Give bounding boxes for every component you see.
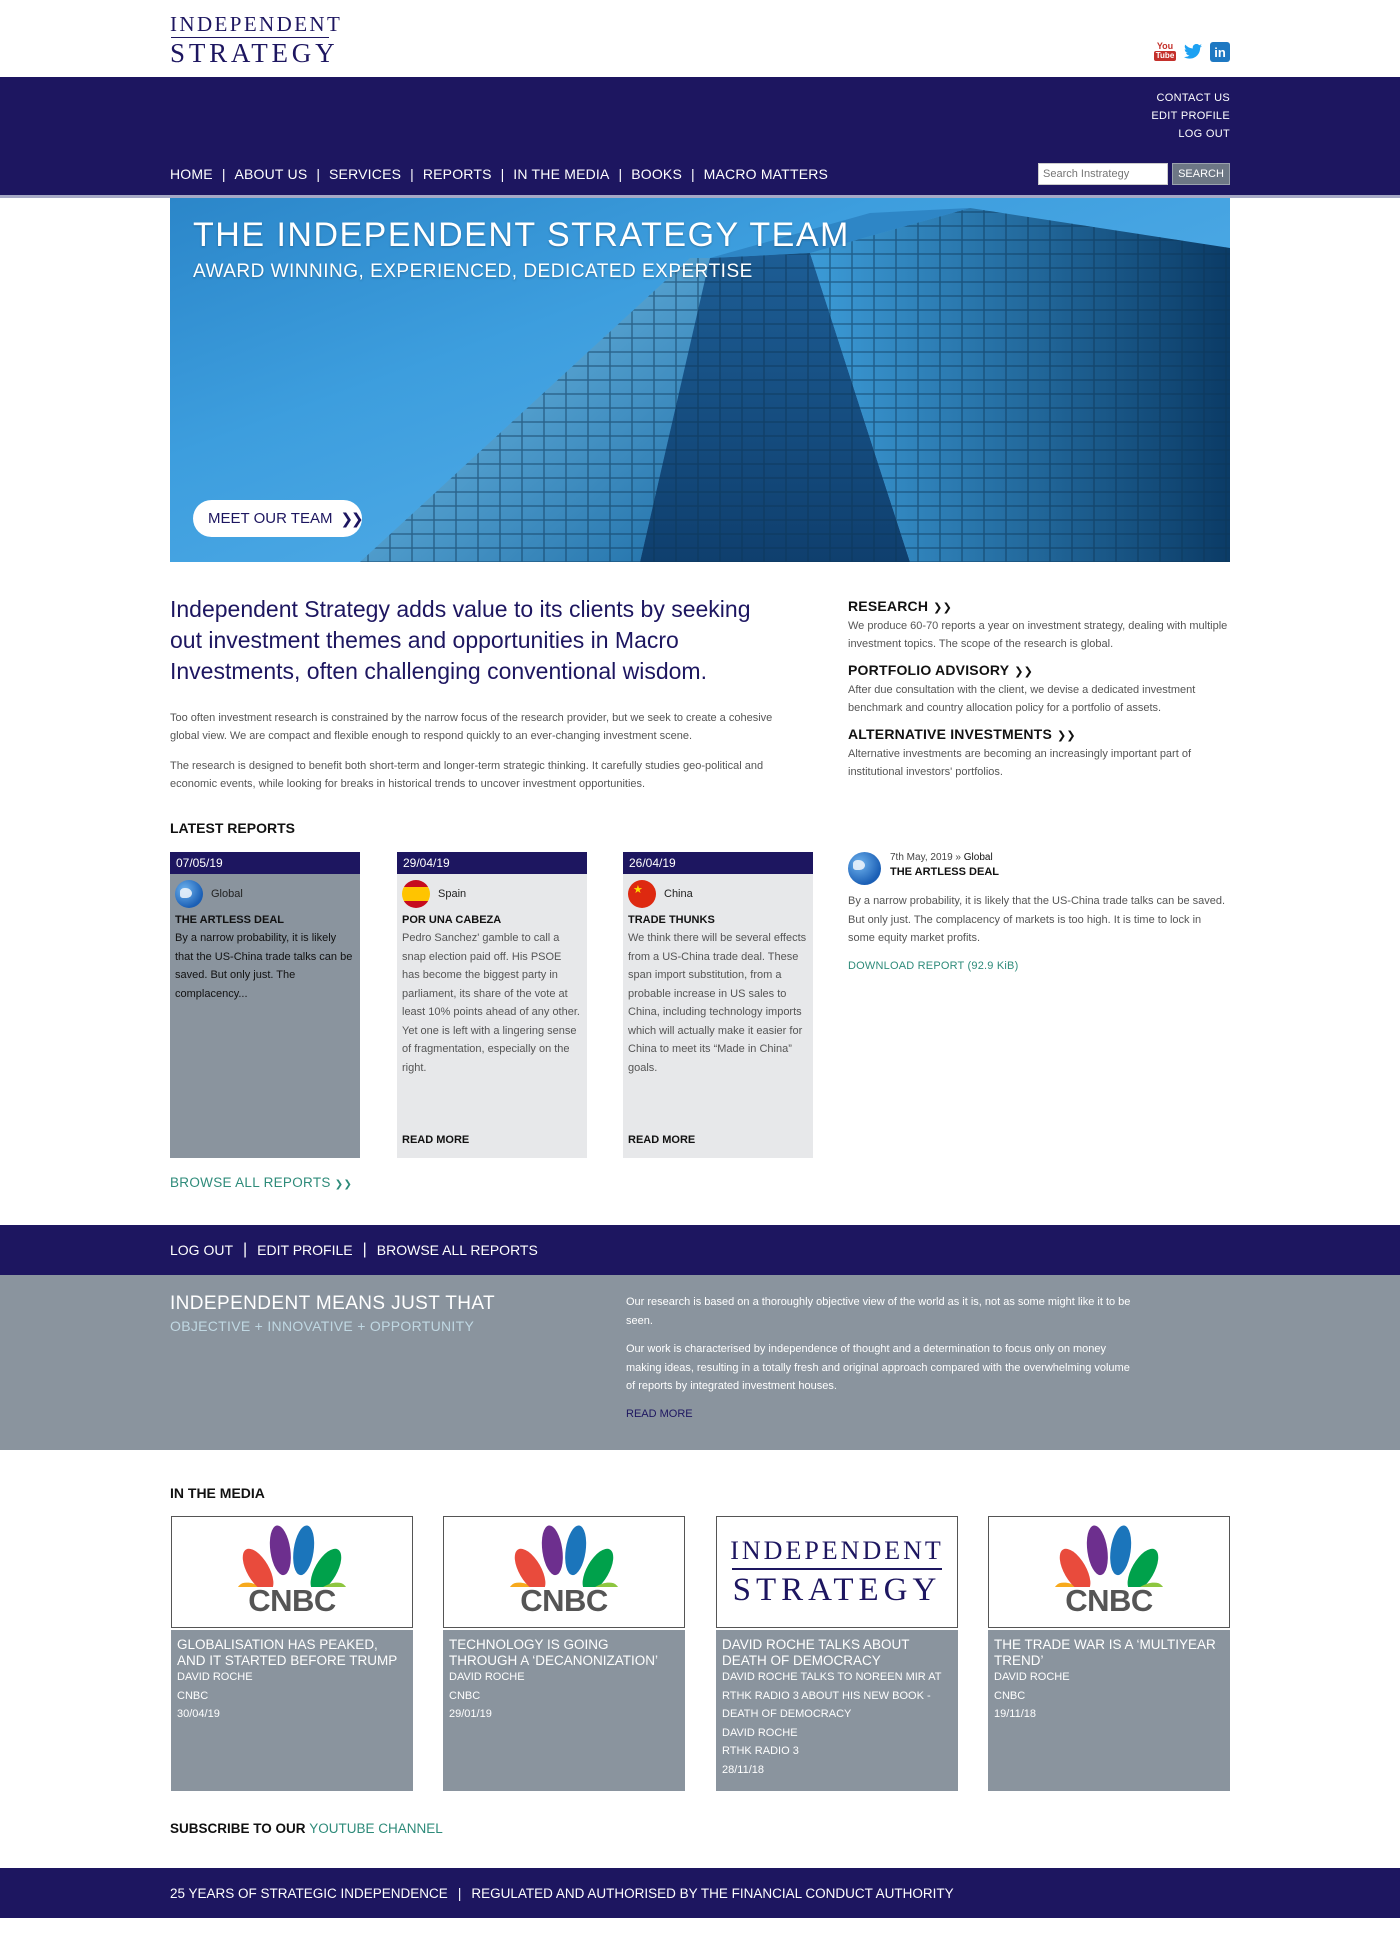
region-label: Global bbox=[211, 888, 243, 900]
media-author: DAVID ROCHE bbox=[177, 1671, 253, 1683]
latest-reports-heading: LATEST REPORTS bbox=[170, 820, 295, 836]
media-logo-cnbc[interactable] bbox=[443, 1516, 685, 1628]
intro-paragraph-2: The research is designed to benefit both short-term and longer-term strategic thinking. It carefully studies geo-political and economic events, while looking for breaks in historical trends to uncover investment opportunities. bbox=[170, 760, 764, 790]
report-region bbox=[623, 874, 813, 908]
footer-regulation: REGULATED AND AUTHORISED BY THE FINANCIAL CONDUCT AUTHORITY bbox=[471, 1885, 954, 1901]
report-date: 26/04/19 bbox=[623, 852, 813, 874]
browse-all-reports-label: BROWSE ALL REPORTS bbox=[170, 1175, 331, 1190]
report-excerpt: Pedro Sanchez' gamble to call a snap election paid off. His PSOE has become the biggest party in parliament, its share of the vote at least 10% points ahead of any other. Yet one is left with a lingering sense of fragmentation, especially on the right. bbox=[402, 932, 580, 1074]
browse-all-reports-link[interactable] bbox=[170, 1175, 352, 1190]
report-card[interactable] bbox=[170, 852, 360, 1158]
edit-profile-link[interactable]: EDIT PROFILE bbox=[257, 1242, 353, 1258]
footer-bar: 25 YEARS OF STRATEGIC INDEPENDENCE | REGULATED AND AUTHORISED BY THE FINANCIAL CONDUCT AUTHORITY bbox=[0, 1868, 1400, 1918]
report-excerpt: By a narrow probability, it is likely that the US-China trade talks can be saved. But only just. The complacency... bbox=[175, 932, 353, 1000]
chevron-right-icon: ❯❯ bbox=[1056, 730, 1076, 742]
report-title[interactable]: THE ARTLESS DEAL bbox=[175, 914, 284, 926]
hero-subtitle: AWARD WINNING, EXPERIENCED, DEDICATED EXPERTISE bbox=[193, 261, 753, 282]
portfolio-advisory-title: PORTFOLIO ADVISORY bbox=[848, 662, 1010, 678]
research-link[interactable] bbox=[848, 598, 952, 614]
report-card[interactable] bbox=[397, 852, 587, 1158]
chevron-right-icon: ❯❯ bbox=[933, 602, 953, 614]
report-title[interactable]: TRADE THUNKS bbox=[628, 914, 715, 926]
research-text: We produce 60-70 reports a year on investment strategy, dealing with multiple investment topics. The scope of the research is global. bbox=[848, 620, 1228, 650]
media-date: 30/04/19 bbox=[177, 1708, 220, 1720]
read-more-link[interactable]: READ MORE bbox=[628, 1134, 696, 1146]
featured-report-date: 7th May, 2019 » bbox=[890, 852, 961, 863]
double-chevron-right-icon: ❯❯ bbox=[340, 510, 362, 528]
cnbc-peacock-icon bbox=[237, 1525, 347, 1587]
media-date: 28/11/18 bbox=[722, 1763, 765, 1776]
media-logo-text: CNBC bbox=[520, 1583, 608, 1618]
contact-us-link[interactable]: CONTACT US bbox=[1156, 92, 1230, 104]
media-logo-cnbc[interactable] bbox=[988, 1516, 1230, 1628]
youtube-icon[interactable]: You Tube bbox=[1155, 40, 1175, 60]
featured-report-region: Global bbox=[963, 852, 993, 863]
media-item-info[interactable] bbox=[716, 1630, 958, 1791]
featured-report-title[interactable]: THE ARTLESS DEAL bbox=[890, 866, 999, 878]
nav-about-us[interactable]: ABOUT US bbox=[234, 166, 308, 182]
media-outlet: CNBC bbox=[449, 1689, 481, 1702]
media-logo-line-2: STRATEGY bbox=[732, 1571, 942, 1608]
intro-lead: Independent Strategy adds value to its clients by seeking out investment themes and opportunities in Macro Investments, often challenging conventional wisdom. bbox=[170, 596, 751, 684]
media-logo-cnbc[interactable] bbox=[171, 1516, 413, 1628]
report-excerpt: We think there will be several effects from a US-China trade deal. These span import substitution, from a probable increase in US sales to China, including technology imports which will actually make it easier for China to meet its “Made in China” goals. bbox=[628, 932, 807, 1074]
footer-tagline: 25 YEARS OF STRATEGIC INDEPENDENCE bbox=[170, 1885, 448, 1901]
twitter-icon[interactable] bbox=[1182, 40, 1204, 62]
media-logo-line-1: INDEPENDENT bbox=[730, 1535, 944, 1565]
media-title[interactable]: GLOBALISATION HAS PEAKED, AND IT STARTED BEFORE TRUMP bbox=[177, 1637, 398, 1668]
youtube-channel-link[interactable]: YOUTUBE CHANNEL bbox=[309, 1821, 443, 1836]
media-title[interactable]: THE TRADE WAR IS A ‘MULTIYEAR TREND’ bbox=[994, 1637, 1216, 1668]
intro-paragraph-1: Too often investment research is constrained by the narrow focus of the research provider, but we seek to create a cohesive global view. We are compact and flexible enough to respond quickly to an ever-changing investment scene. bbox=[170, 712, 773, 742]
media-item-info[interactable] bbox=[988, 1630, 1230, 1791]
cnbc-peacock-icon bbox=[1054, 1525, 1164, 1587]
chevron-right-icon: ❯❯ bbox=[1014, 666, 1034, 678]
main-nav: HOME | ABOUT US | SERVICES | REPORTS | IN THE MEDIA | BOOKS | MACRO MATTERS bbox=[170, 166, 829, 182]
media-date: 19/11/18 bbox=[994, 1708, 1037, 1720]
nav-macro-matters[interactable]: MACRO MATTERS bbox=[703, 166, 829, 182]
region-label: Spain bbox=[438, 888, 467, 900]
media-outlet: RTHK RADIO 3 bbox=[722, 1745, 799, 1757]
media-logo-independent-strategy[interactable] bbox=[716, 1516, 958, 1628]
report-region bbox=[397, 874, 587, 908]
china-flag-icon bbox=[628, 880, 656, 908]
about-paragraph-2: Our work is characterised by independence of thought and a determination to focus only on money making ideas, resulting in a totally fresh and original approach compared with the overwhelming volume of reports by integrated investment houses. bbox=[626, 1343, 1130, 1392]
search-button[interactable]: SEARCH bbox=[1172, 163, 1230, 185]
report-date: 07/05/19 bbox=[170, 852, 360, 874]
about-heading: INDEPENDENT MEANS JUST THAT bbox=[170, 1293, 496, 1314]
utility-nav bbox=[1151, 89, 1230, 143]
media-date: 29/01/19 bbox=[449, 1708, 492, 1720]
media-item-info[interactable] bbox=[443, 1630, 685, 1791]
nav-home[interactable]: HOME bbox=[170, 166, 213, 182]
browse-all-reports-link[interactable]: BROWSE ALL REPORTS bbox=[376, 1242, 538, 1258]
subscribe-label: SUBSCRIBE TO OUR bbox=[170, 1821, 306, 1836]
research-title: RESEARCH bbox=[848, 598, 929, 614]
user-action-bar: LOG OUT | EDIT PROFILE | BROWSE ALL REPORTS bbox=[0, 1225, 1400, 1275]
hero-title: THE INDEPENDENT STRATEGY TEAM bbox=[193, 216, 850, 254]
featured-report-text: By a narrow probability, it is likely that the US-China trade talks can be saved. But only just. The complacency of markets is too high. It is time to lock in some equity market profits. bbox=[848, 895, 1226, 944]
cnbc-peacock-icon bbox=[509, 1525, 619, 1587]
report-date: 29/04/19 bbox=[397, 852, 587, 874]
download-report-link[interactable]: DOWNLOAD REPORT (92.9 KiB) bbox=[848, 960, 1019, 972]
media-outlet: CNBC bbox=[177, 1689, 209, 1702]
edit-profile-link[interactable]: EDIT PROFILE bbox=[1151, 110, 1230, 122]
report-card[interactable] bbox=[623, 852, 813, 1158]
search-input[interactable] bbox=[1038, 163, 1168, 185]
globe-icon bbox=[848, 852, 881, 885]
about-read-more-link[interactable]: READ MORE bbox=[626, 1408, 693, 1420]
chevron-right-icon: ❯❯ bbox=[334, 1179, 353, 1190]
nav-books[interactable]: BOOKS bbox=[631, 166, 682, 182]
region-label: China bbox=[664, 888, 693, 900]
portfolio-advisory-text: After due consultation with the client, we devise a dedicated investment benchmark and country allocation policy for a portfolio of assets. bbox=[848, 684, 1196, 714]
read-more-link[interactable]: READ MORE bbox=[402, 1134, 470, 1146]
alternative-investments-text: Alternative investments are becoming an increasingly important part of institutional investors' portfolios. bbox=[848, 748, 1192, 778]
media-logo-divider bbox=[732, 1568, 942, 1570]
media-logo-text: CNBC bbox=[248, 1583, 336, 1618]
report-title[interactable]: POR UNA CABEZA bbox=[402, 914, 502, 926]
log-out-link[interactable]: LOG OUT bbox=[170, 1242, 234, 1258]
in-the-media-heading: IN THE MEDIA bbox=[170, 1485, 265, 1501]
nav-services[interactable]: SERVICES bbox=[329, 166, 402, 182]
portfolio-advisory-link[interactable] bbox=[848, 662, 1033, 678]
globe-icon bbox=[175, 880, 203, 908]
nav-reports[interactable]: REPORTS bbox=[422, 166, 492, 182]
media-author: DAVID ROCHE bbox=[994, 1671, 1070, 1683]
about-subheading: OBJECTIVE + INNOVATIVE + OPPORTUNITY bbox=[170, 1318, 475, 1334]
meet-our-team-label: MEET OUR TEAM bbox=[208, 510, 333, 527]
media-title[interactable]: TECHNOLOGY IS GOING THROUGH A ‘DECANONIZATION’ bbox=[449, 1637, 659, 1668]
meet-our-team-button[interactable] bbox=[193, 500, 362, 537]
media-logo-text: CNBC bbox=[1065, 1583, 1153, 1618]
alternative-investments-title: ALTERNATIVE INVESTMENTS bbox=[848, 726, 1052, 742]
logo-line-1[interactable]: INDEPENDENT bbox=[170, 12, 343, 36]
media-author: DAVID ROCHE bbox=[722, 1726, 798, 1739]
linkedin-icon[interactable]: in bbox=[1210, 42, 1230, 62]
report-region bbox=[170, 874, 360, 908]
media-item-info[interactable] bbox=[171, 1630, 413, 1791]
alternative-investments-link[interactable] bbox=[848, 726, 1076, 742]
media-description: DAVID ROCHE TALKS TO NOREEN MIR AT RTHK RADIO 3 ABOUT HIS NEW BOOK - DEATH OF DEMOCRACY bbox=[722, 1671, 942, 1720]
spain-flag-icon bbox=[402, 880, 430, 908]
media-author: DAVID ROCHE bbox=[449, 1671, 525, 1683]
about-paragraph-1: Our research is based on a thoroughly objective view of the world as it is, not as some might like it to be seen. bbox=[626, 1296, 1131, 1327]
featured-report-meta bbox=[890, 852, 993, 863]
media-title[interactable]: DAVID ROCHE TALKS ABOUT DEATH OF DEMOCRACY bbox=[722, 1637, 910, 1668]
nav-in-the-media[interactable]: IN THE MEDIA bbox=[513, 166, 610, 182]
logo-line-2[interactable]: STRATEGY bbox=[170, 38, 339, 68]
subscribe-line bbox=[170, 1821, 443, 1836]
log-out-link[interactable]: LOG OUT bbox=[1178, 128, 1230, 140]
media-outlet: CNBC bbox=[994, 1689, 1026, 1702]
